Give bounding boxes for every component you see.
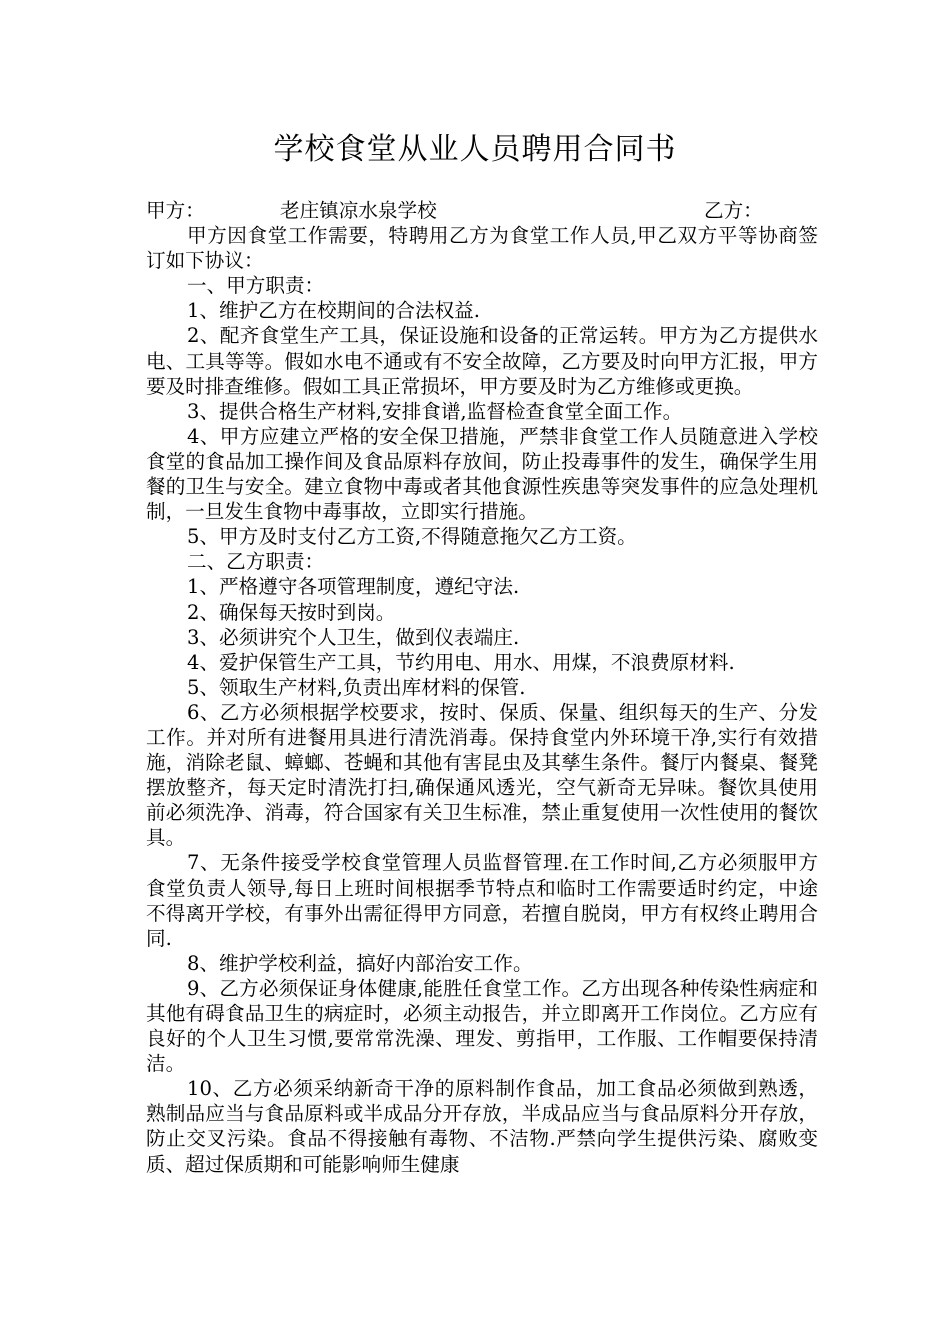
section-heading-party-a: 一、甲方职责：: [187, 274, 325, 298]
clause-a-1: 1、维护乙方在校期间的合法权益.: [187, 299, 481, 323]
document-title: 学校食堂从业人员聘用合同书: [273, 132, 677, 167]
clause-b-9: 9、乙方必须保证身体健康,能胜任食堂工作。乙方出现各种传染性病症和其他有碍食品卫生的病症时，必须主动报告，并立即离开工作岗位。乙方应有良好的个人卫生习惯,要常常洗澡、理发、剪指甲，工作服、工作帽要保持清洁。: [146, 976, 818, 1076]
intro-paragraph: 甲方因食堂工作需要，特聘用乙方为食堂工作人员,甲乙双方平等协商签订如下协议：: [146, 224, 818, 273]
clause-b-5: 5、领取生产材料,负责出库材料的保管.: [187, 675, 526, 699]
party-a-name: 老庄镇凉水泉学校: [280, 199, 437, 222]
party-a-label: 甲方：: [146, 199, 205, 222]
section-heading-party-b: 二、乙方职责：: [187, 550, 325, 574]
party-b-label: 乙方：: [704, 199, 763, 222]
clause-b-6: 6、乙方必须根据学校要求，按时、保质、保量、组织每天的生产、分发工作。并对所有进餐用具进行清洗消毒。保持食堂内外环境干净,实行有效措施，消除老鼠、蟑螂、苍蝇和其他有害昆虫及其孳生条件。餐厅内餐桌、餐凳摆放整齐，每天定时清洗打扫,确保通风透光，空气新奇无异味。餐饮具使用前必须洗净、消毒，符合国家有关卫生标准，禁止重复使用一次性使用的餐饮具。: [146, 700, 818, 850]
clause-b-2: 2、确保每天按时到岗。: [187, 600, 396, 624]
clause-b-4: 4、爱护保管生产工具，节约用电、用水、用煤，不浪费原材料.: [187, 650, 735, 674]
clause-b-7: 7、无条件接受学校食堂管理人员监督管理.在工作时间,乙方必须服甲方食堂负责人领导,每日上班时间根据季节特点和临时工作需要适时约定，中途不得离开学校，有事外出需征得甲方同意，若擅自脱岗，甲方有权终止聘用合同.: [146, 851, 818, 950]
clause-a-3: 3、提供合格生产材料,安排食谱,监督检查食堂全面工作。: [187, 399, 683, 423]
clause-a-4: 4、甲方应建立严格的安全保卫措施，严禁非食堂工作人员随意进入学校食堂的食品加工操作间及食品原料存放间，防止投毒事件的发生，确保学生用餐的卫生与安全。建立食物中毒或者其他食源性疾患等突发事件的应急处理机制，一旦发生食物中毒事故，立即实行措施。: [146, 424, 818, 524]
document-body: [146, 198, 818, 1177]
clause-b-1: 1、严格遵守各项管理制度，遵纪守法.: [187, 575, 520, 599]
party-line: [146, 198, 818, 223]
clause-b-10: 10、乙方必须采纳新奇干净的原料制作食品，加工食品必须做到熟透，熟制品应当与食品原料或半成品分开存放，半成品应当与食品原料分开存放，防止交叉污染。食品不得接触有毒物、不洁物.严禁向学生提供污染、腐败变质、超过保质期和可能影响师生健康: [146, 1077, 818, 1176]
clause-b-8: 8、维护学校利益，搞好内部治安工作。: [187, 951, 533, 975]
clause-a-2: 2、配齐食堂生产工具，保证设施和设备的正常运转。甲方为乙方提供水电、工具等等。假如水电不通或有不安全故障，乙方要及时向甲方汇报，甲方要及时排查维修。假如工具正常损坏，甲方要及时为乙方维修或更换。: [146, 324, 818, 398]
clause-b-3: 3、必须讲究个人卫生，做到仪表端庄.: [187, 625, 520, 649]
clause-a-5: 5、甲方及时支付乙方工资,不得随意拖欠乙方工资。: [187, 525, 637, 549]
